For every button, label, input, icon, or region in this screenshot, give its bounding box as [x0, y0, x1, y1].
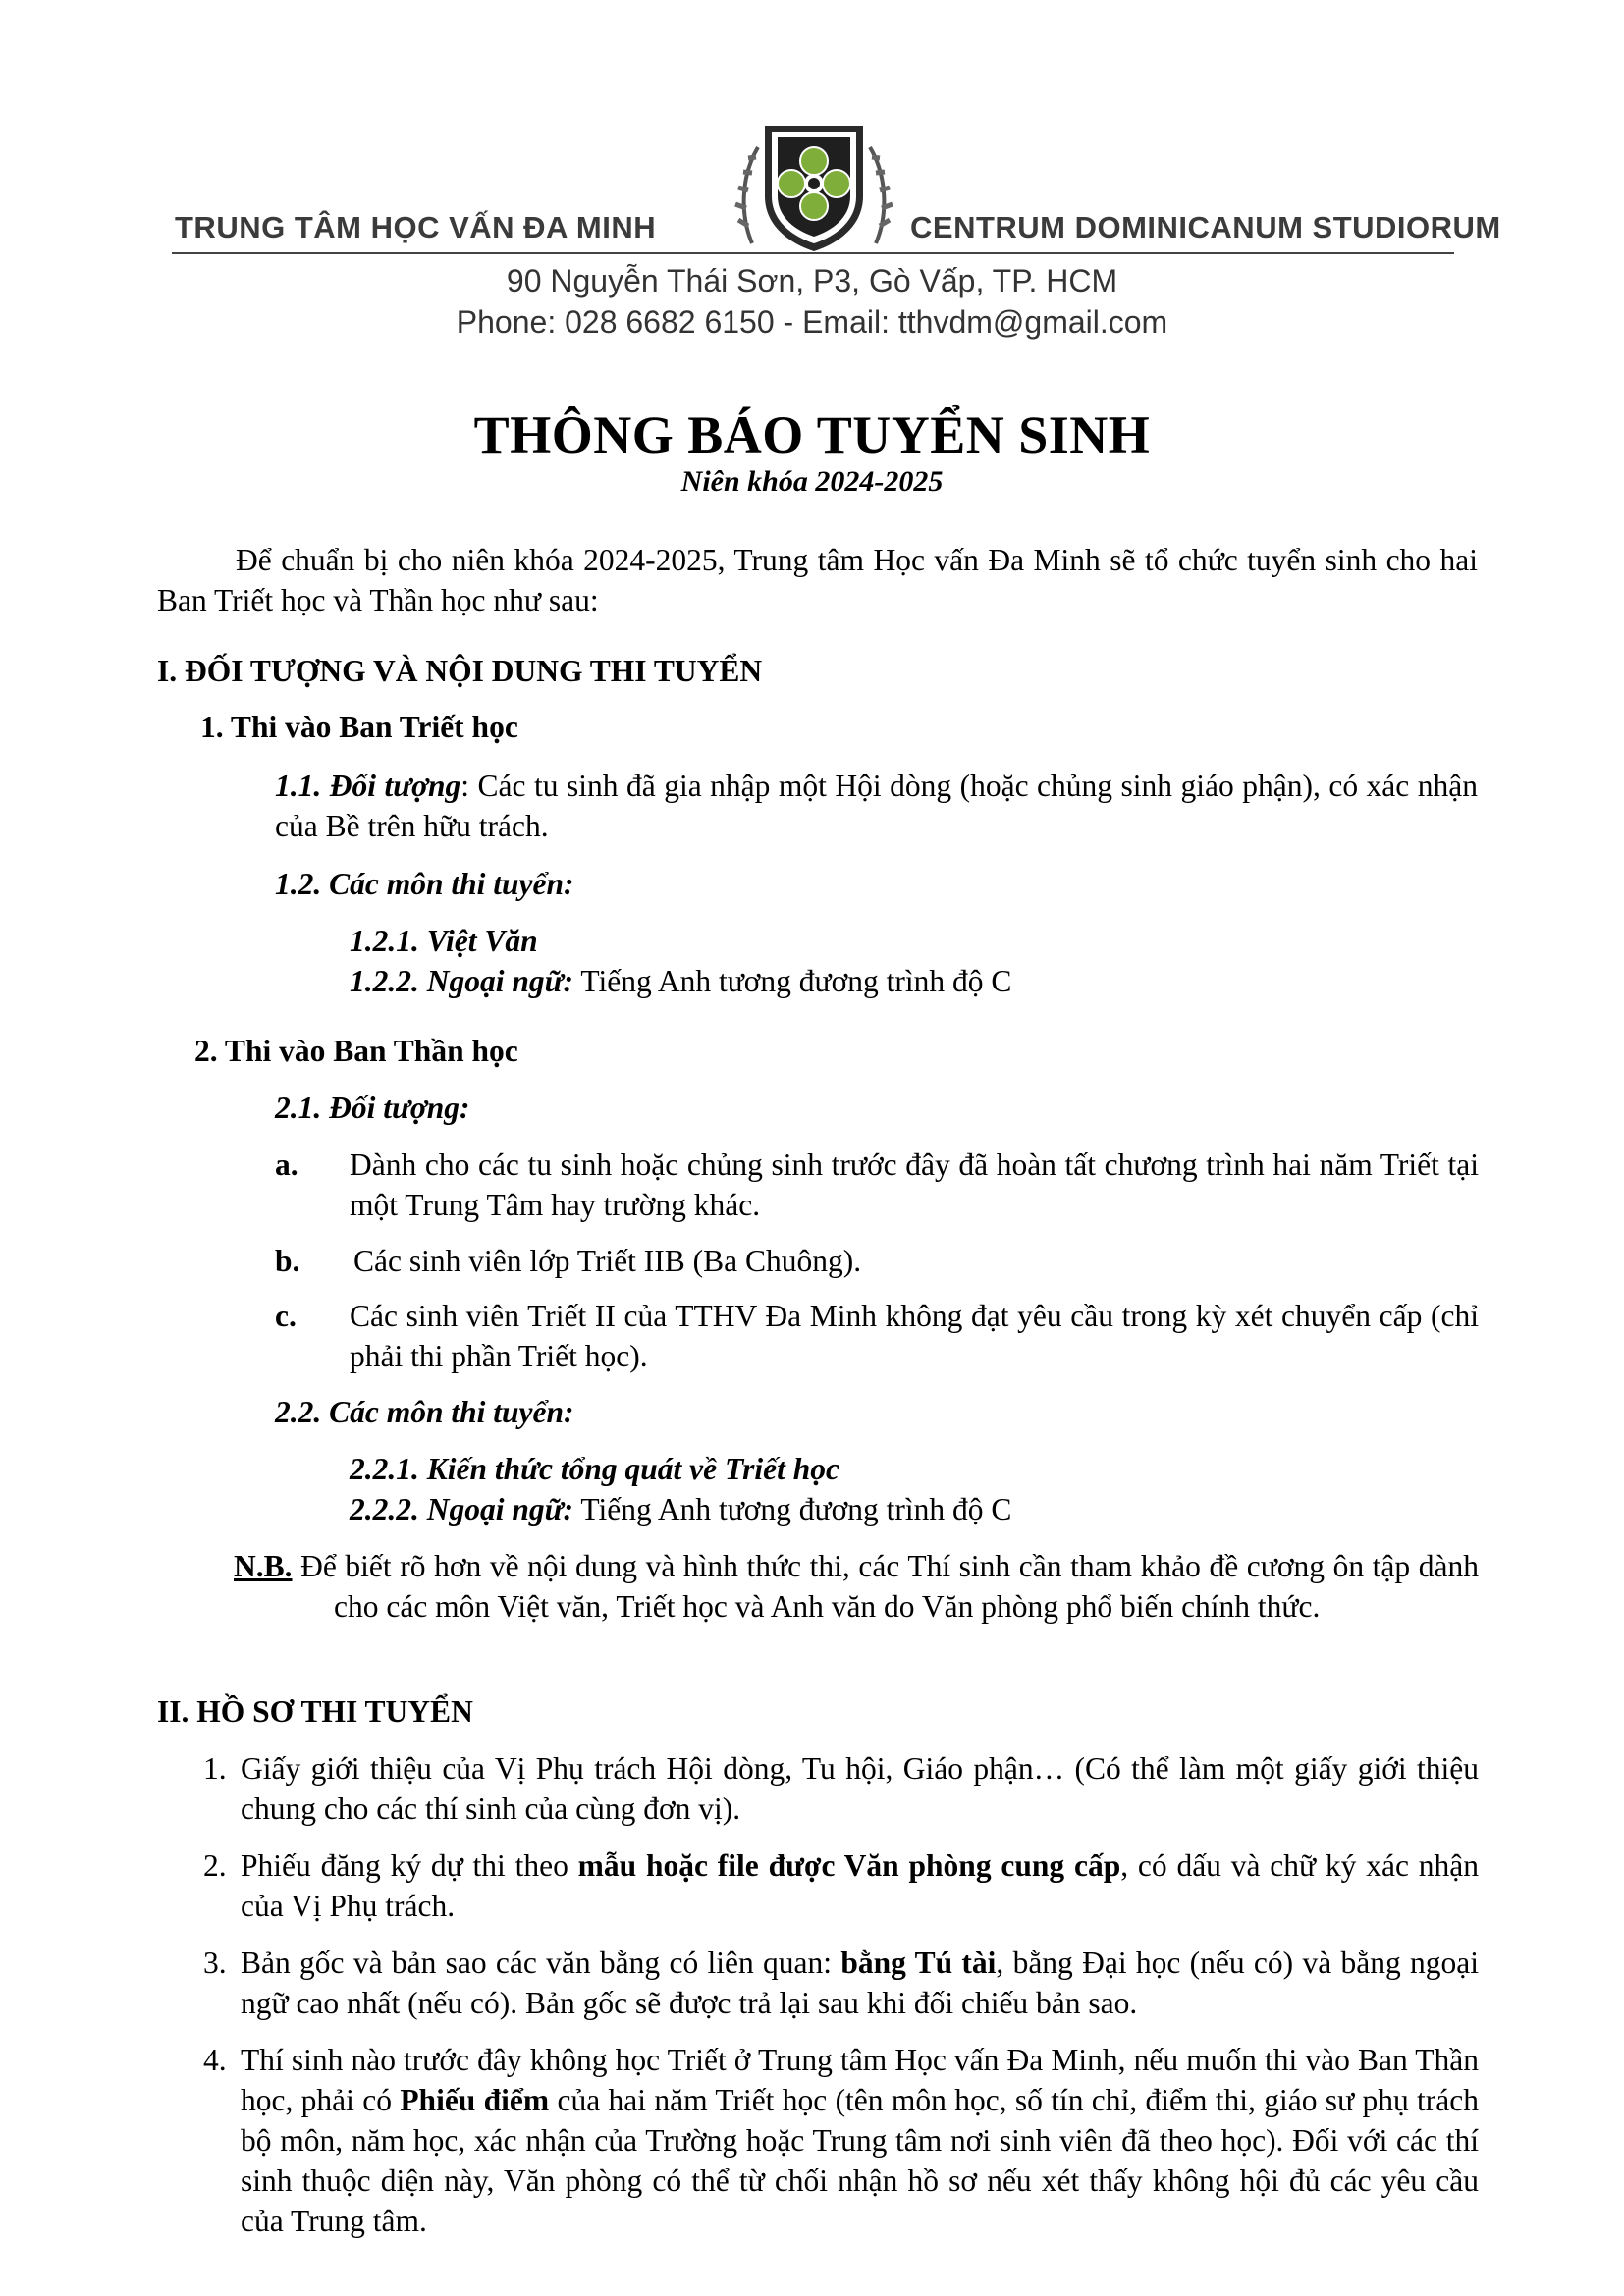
- doc-item-2-post: , có dấu và chữ ký xác nhận của Vị Phụ trách.: [241, 1848, 1479, 1923]
- doc-item-4: [241, 2040, 1479, 2241]
- doc-item-2-bold: mẫu hoặc file được Văn phòng cung cấp: [577, 1848, 1121, 1883]
- doc-item-3-post: , bằng Đại học (nếu có) và bằng ngoại ngữ cao nhất (nếu có). Bản gốc sẽ được trả lại sau khi đối chiếu bản sao.: [241, 1946, 1479, 2020]
- header-divider: [172, 252, 1454, 254]
- list-marker-a: a.: [275, 1148, 298, 1182]
- org-name-vietnamese: TRUNG TÂM HỌC VẤN ĐA MINH: [175, 210, 657, 244]
- nb-text: Để biết rõ hơn về nội dung và hình thức thi, các Thí sinh cần tham khảo đề cương ôn tập dành cho các môn Việt văn, Triết học và Anh văn do Văn phòng phổ biến chính thức.: [292, 1549, 1479, 1624]
- s222-label: 2.2.2. Ngoại ngữ:: [350, 1492, 574, 1526]
- s11-label: 1.1. Đối tượng: [275, 769, 461, 803]
- doc-item-4-number: 4.: [203, 2043, 227, 2077]
- s221-label: 2.2.1. Kiến thức tổng quát về Triết học: [350, 1452, 839, 1486]
- doc-item-3-pre: Bản gốc và bản sao các văn bằng có liên quan:: [241, 1946, 841, 1980]
- s11-text: : Các tu sinh đã gia nhập một Hội dòng (hoặc chủng sinh giáo phận), có xác nhận của Bề trên hữu trách.: [275, 769, 1478, 843]
- list-item-a: Dành cho các tu sinh hoặc chủng sinh trước đây đã hoàn tất chương trình hai năm Triết tại một Trung Tâm hay trường khác.: [350, 1148, 1479, 1222]
- s222-text: Tiếng Anh tương đương trình độ C: [573, 1492, 1012, 1526]
- dominican-crest-icon: [731, 118, 897, 255]
- s11-paragraph: [275, 766, 1478, 846]
- s122-text: Tiếng Anh tương đương trình độ C: [573, 964, 1012, 998]
- list-item-b: Các sinh viên lớp Triết IIB (Ba Chuông).: [353, 1244, 862, 1278]
- doc-item-1-number: 1.: [203, 1751, 227, 1786]
- doc-item-4-bold: Phiếu điểm: [400, 2083, 550, 2117]
- doc-item-3: [241, 1943, 1479, 2023]
- s222-line: [350, 1489, 1011, 1529]
- page-subtitle: Niên khóa 2024-2025: [680, 465, 944, 498]
- s121-label: 1.2.1. Việt Văn: [350, 924, 538, 958]
- intro-paragraph: Để chuẩn bị cho niên khóa 2024-2025, Trung tâm Học vấn Đa Minh sẽ tổ chức tuyển sinh cho hai Ban Triết học và Thần học như sau:: [157, 543, 1478, 617]
- doc-item-2: [241, 1845, 1479, 1926]
- doc-item-3-bold: bằng Tú tài: [840, 1946, 997, 1980]
- list-item-c: Các sinh viên Triết II của TTHV Đa Minh không đạt yêu cầu trong kỳ xét chuyển cấp (chỉ phải thi phần Triết học).: [350, 1299, 1479, 1373]
- s122-label: 1.2.2. Ngoại ngữ:: [350, 964, 574, 998]
- org-contact: Phone: 028 6682 6150 - Email: tthvdm@gmail.com: [456, 304, 1168, 340]
- part-2-heading: 2. Thi vào Ban Thần học: [194, 1034, 518, 1068]
- list-marker-b: b.: [275, 1244, 300, 1278]
- s122-line: [350, 961, 1011, 1001]
- s21-label: 2.1. Đối tượng:: [275, 1091, 470, 1125]
- s12-label: 1.2. Các môn thi tuyển:: [275, 867, 574, 901]
- doc-item-2-pre: Phiếu đăng ký dự thi theo: [241, 1848, 578, 1883]
- doc-item-4-post: của hai năm Triết học (tên môn học, số tín chỉ, điểm thi, giáo sư phụ trách bộ môn, năm học, xác nhận của Trường hoặc Trung tâm nơi sinh viên đã theo học). Đối với các thí sinh thuộc diện này, Văn phòng có thể từ chối nhận hồ sơ nếu xét thấy không hội đủ các yêu cầu của Trung tâm.: [241, 2083, 1480, 2238]
- doc-item-4-pre: Thí sinh nào trước đây không học Triết ở Trung tâm Học vấn Đa Minh, nếu muốn thi vào Ban Thần học, phải có: [241, 2043, 1479, 2117]
- nb-paragraph: [234, 1546, 1479, 1627]
- doc-item-1: Giấy giới thiệu của Vị Phụ trách Hội dòng, Tu hội, Giáo phận… (Có thể làm một giấy giới thiệu chung cho các thí sinh của cùng đơn vị).: [241, 1751, 1479, 1826]
- org-name-latin: CENTRUM DOMINICANUM STUDIORUM: [910, 210, 1501, 244]
- doc-item-2-number: 2.: [203, 1848, 227, 1883]
- s22-label: 2.2. Các môn thi tuyển:: [275, 1395, 574, 1429]
- nb-label: N.B.: [234, 1549, 293, 1583]
- doc-item-3-number: 3.: [203, 1946, 227, 1980]
- list-marker-c: c.: [275, 1299, 297, 1333]
- org-address: 90 Nguyễn Thái Sơn, P3, Gò Vấp, TP. HCM: [506, 263, 1118, 298]
- part-1-heading: 1. Thi vào Ban Triết học: [200, 710, 518, 744]
- page-title: THÔNG BÁO TUYỂN SINH: [473, 405, 1151, 464]
- section-2-heading: II. HỒ SƠ THI TUYỂN: [157, 1694, 473, 1729]
- section-1-heading: I. ĐỐI TƯỢNG VÀ NỘI DUNG THI TUYỂN: [157, 654, 763, 688]
